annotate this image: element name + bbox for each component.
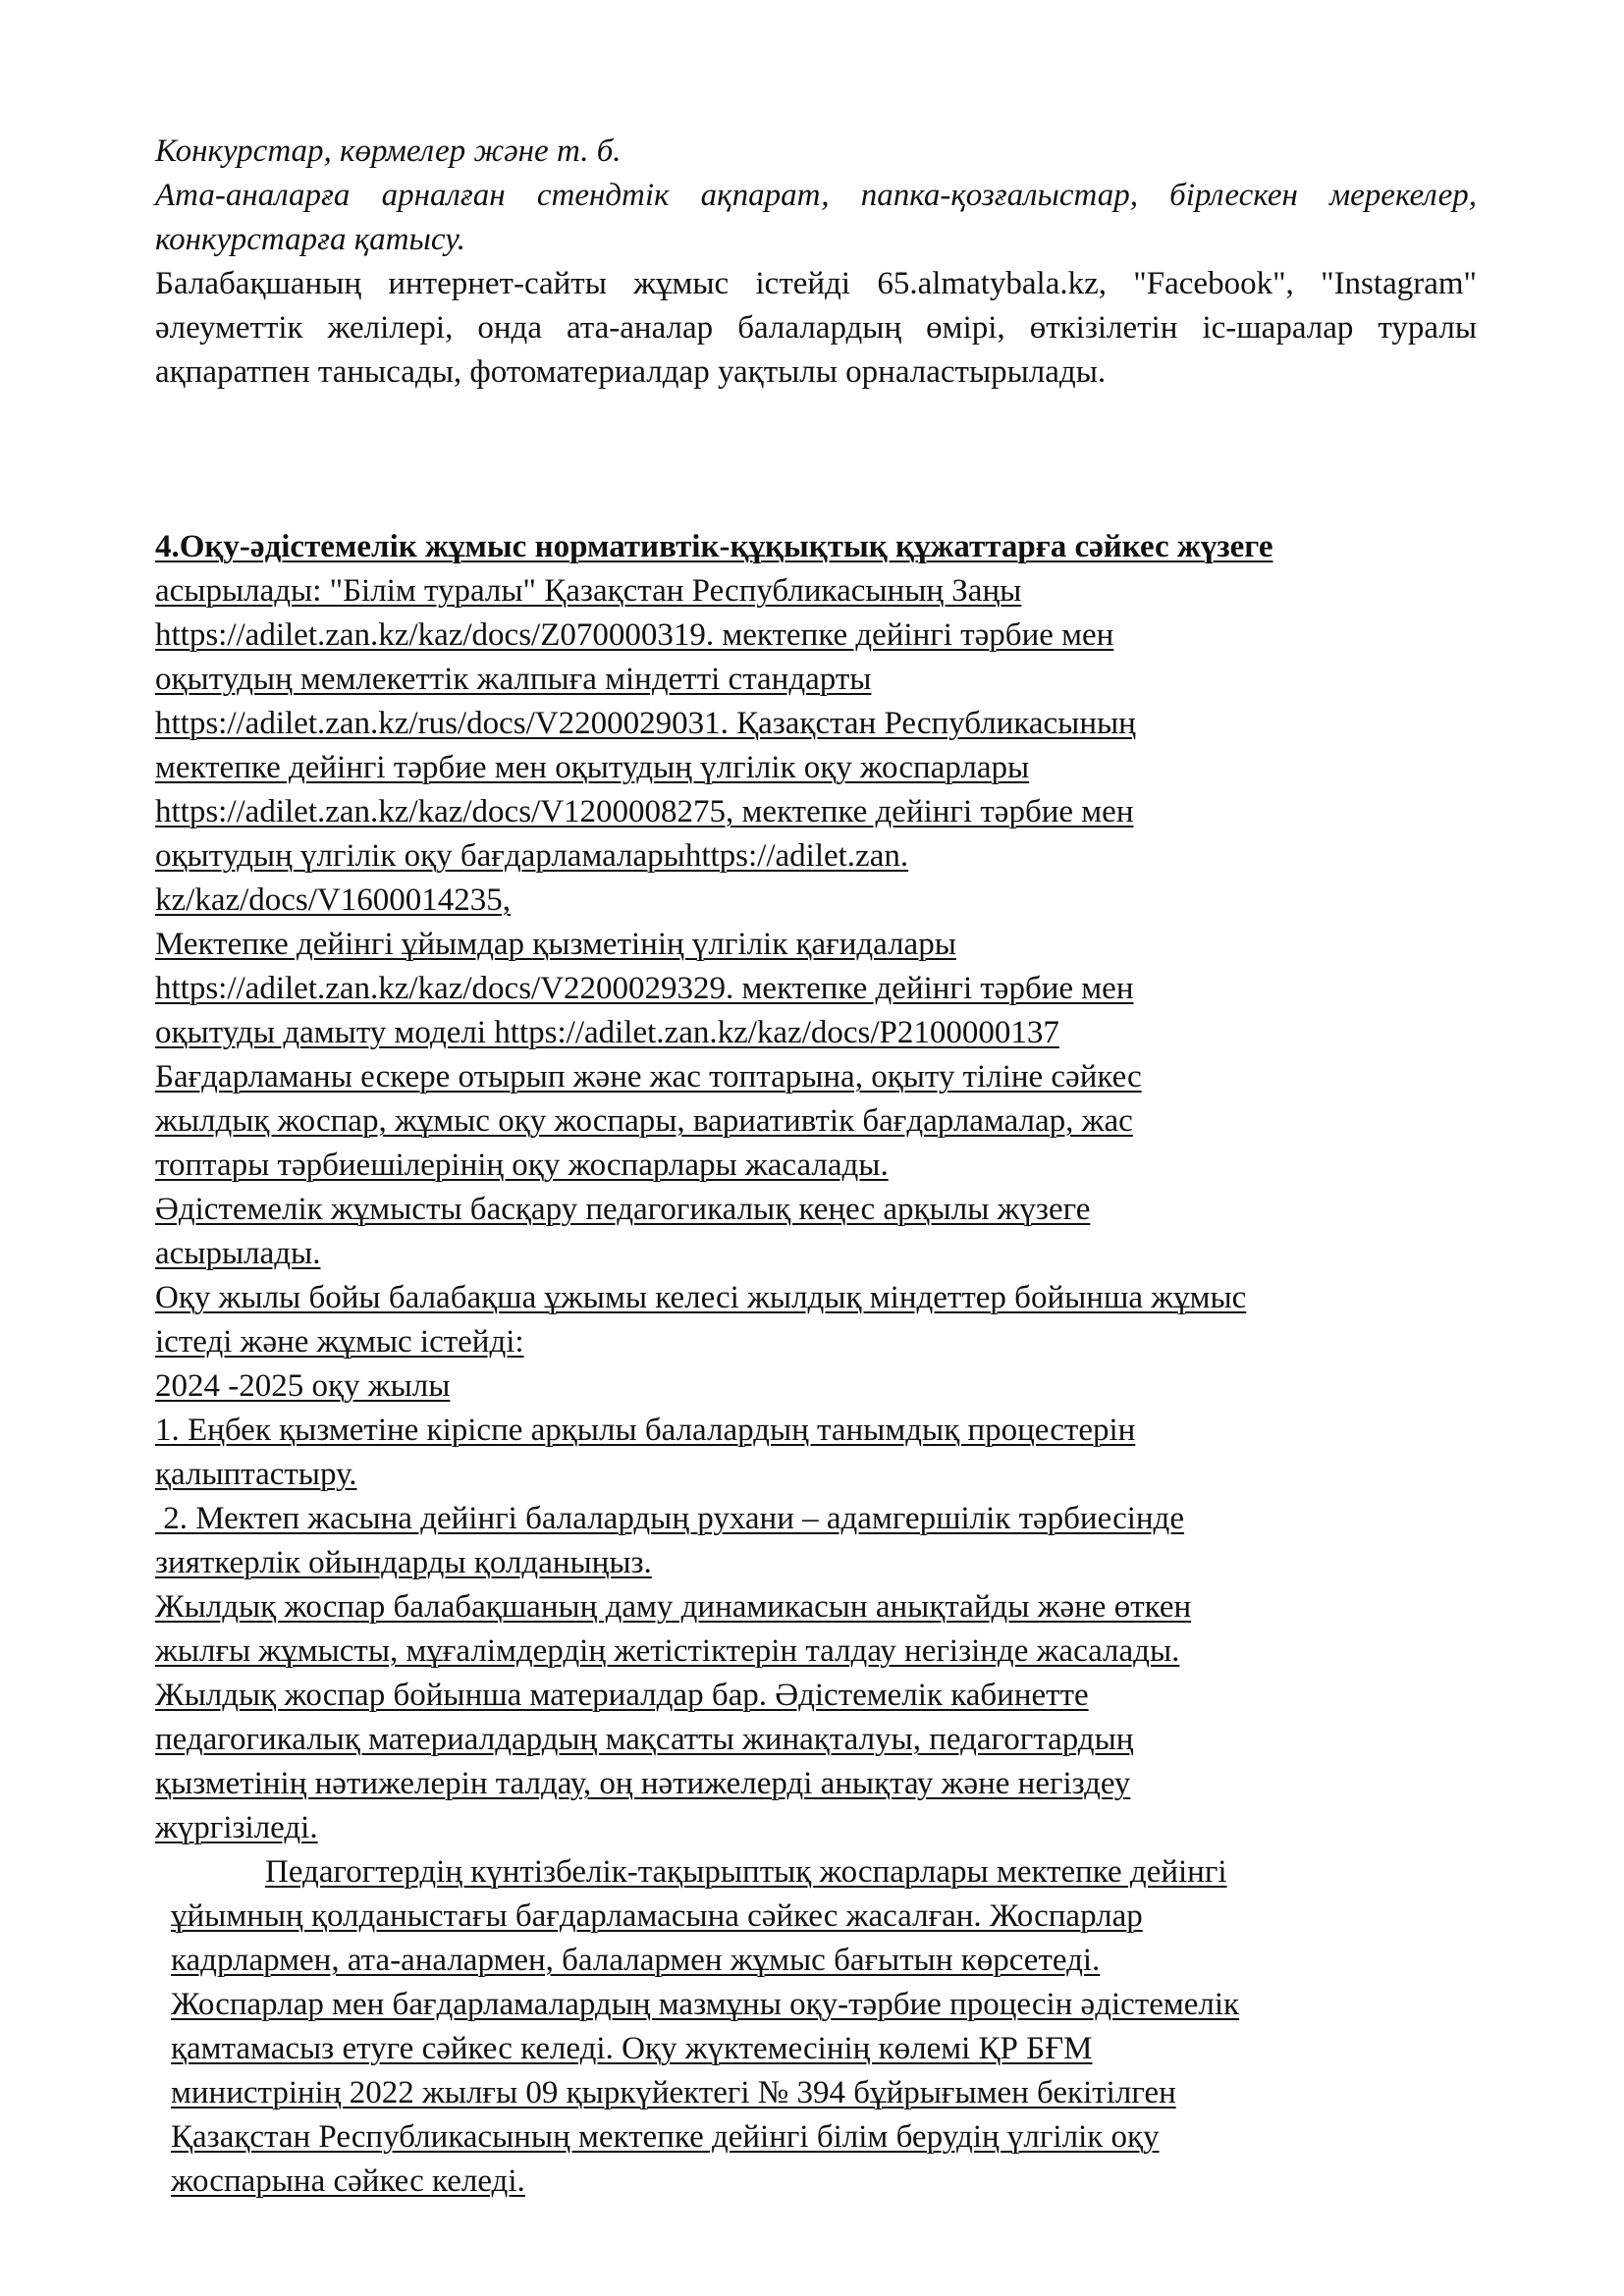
doc-line: педагогикалық материалдардың мақсатты жинақталуы, педагогтардың [155,1722,1134,1757]
intro-line-3: Балабақшаның интернет-сайты жұмыс істейді 65.almatybala.kz, "Facebook", "Instagram" әлеуметтік желілері, онда ата-аналар балалардың өмірі, өткізілетін іс-шаралар туралы ақпаратпен танысады, фотоматериалдар уақтылы орналастырылады. [155,266,1477,390]
indented-line: Педагогтердің күнтізбелік-тақырыптық жоспарлары мектепке дейінгі [265,1854,1227,1890]
doc-line: https://adilet.zan.kz/rus/docs/V2200029031. Қазақстан Республикасының [155,706,1136,741]
section-4 [155,525,1432,2204]
intro-line-2: Ата-аналарға арналған стендтік ақпарат, папка-қозғалыстар, бірлескен мерекелер, конкурстарға қатысу. [155,178,1477,257]
doc-line: оқытудың мемлекеттік жалпыға міндетті стандарты [155,662,872,697]
doc-line: https://adilet.zan.kz/kaz/docs/V1200008275, мектепке дейінгі тәрбие мен [155,794,1134,829]
indented-line: Қазақстан Республикасының мектепке дейінгі білім берудің үлгілік оқу [171,2119,1160,2155]
indented-line: кадрлармен, ата-аналармен, балалармен жұмыс бағытын көрсетеді. [171,1943,1101,1978]
indented-paragraph [171,1850,1437,2204]
doc-line: kz/kaz/docs/V1600014235, [155,882,512,918]
doc-line: 2. Мектеп жасына дейінгі балалардың рухани – адамгершілік тәрбиесінде [155,1501,1184,1536]
doc-line: 2024 -2025 оқу жылы [155,1368,451,1404]
doc-line: Әдістемелік жұмысты басқару педагогикалық кеңес арқылы жүзеге [155,1192,1091,1227]
doc-line: Жылдық жоспар бойынша материалдар бар. Әдістемелік кабинетте [155,1678,1089,1713]
doc-line: Жылдық жоспар балабақшаның даму динамикасын анықтайды және өткен [155,1589,1192,1625]
doc-line: істеді және жұмыс істейді: [155,1324,524,1360]
indented-line: жоспарына сәйкес келеді. [171,2163,525,2199]
indented-line: министрінің 2022 жылғы 09 қыркүйектегі № 394 бұйрығымен бекітілген [171,2075,1176,2110]
doc-line: қалыптастыру. [155,1457,357,1492]
doc-line: https://adilet.zan.kz/kaz/docs/V2200029329. мектепке дейінгі тәрбие мен [155,971,1134,1006]
indented-line: ұйымның қолданыстағы бағдарламасына сәйкес жасалған. Жоспарлар [171,1898,1143,1934]
doc-line: 1. Еңбек қызметіне кіріспе арқылы балалардың танымдық процестерін [155,1413,1136,1448]
doc-line: жүргізіледі. [155,1810,318,1845]
doc-line: мектепке дейінгі тәрбие мен оқытудың үлгілік оқу жоспарлары [155,750,1030,785]
doc-line: Бағдарламаны ескере отырып және жас топтарына, оқыту тіліне сәйкес [155,1059,1142,1095]
doc-line: жылғы жұмысты, мұғалімдердің жетістіктерін талдау негізінде жасалады. [155,1633,1180,1669]
doc-line: асырылады. [155,1236,321,1271]
intro-block [155,130,1477,395]
indented-line: қамтамасыз етуге сәйкес келеді. Оқу жүктемесінің көлемі ҚР БҒМ [171,2031,1093,2066]
section-heading-bold: 4.Оқу-әдістемелік жұмыс нормативтік-құқықтық құжаттарға сәйкес жүзеге [155,529,1273,564]
doc-line: https://adilet.zan.kz/kaz/docs/Z070000319. мектепке дейінгі тәрбие мен [155,617,1114,653]
doc-line: Оқу жылы бойы балабақша ұжымы келесі жылдық міндеттер бойынша жұмыс [155,1280,1247,1315]
indented-line: Жоспарлар мен бағдарламалардың мазмұны оқу-тәрбие процесін әдістемелік [171,1987,1240,2022]
intro-line-1: Конкурстар, көрмелер және т. б. [155,133,622,169]
doc-line: жылдық жоспар, жұмыс оқу жоспары, вариативтік бағдарламалар, жас [155,1103,1133,1139]
section-heading-rest: асырылады: "Білім туралы" Қазақстан Республикасының Заңы [155,573,1022,609]
doc-line: Мектепке дейінгі ұйымдар қызметінің үлгілік қағидалары [155,927,956,962]
doc-line: қызметінің нәтижелерін талдау, оң нәтижелерді анықтау және негіздеу [155,1766,1131,1801]
section-heading [155,525,1432,614]
doc-line: топтары тәрбиешілерінің оқу жоспарлары жасалады. [155,1148,889,1183]
doc-line: оқытуды дамыту моделі https://adilet.zan.kz/kaz/docs/P2100000137 [155,1015,1059,1050]
doc-line: оқытудың үлгілік оқу бағдарламаларыhttps://adilet.zan. [155,838,909,874]
doc-line: зияткерлік ойындарды қолданыңыз. [155,1545,652,1580]
